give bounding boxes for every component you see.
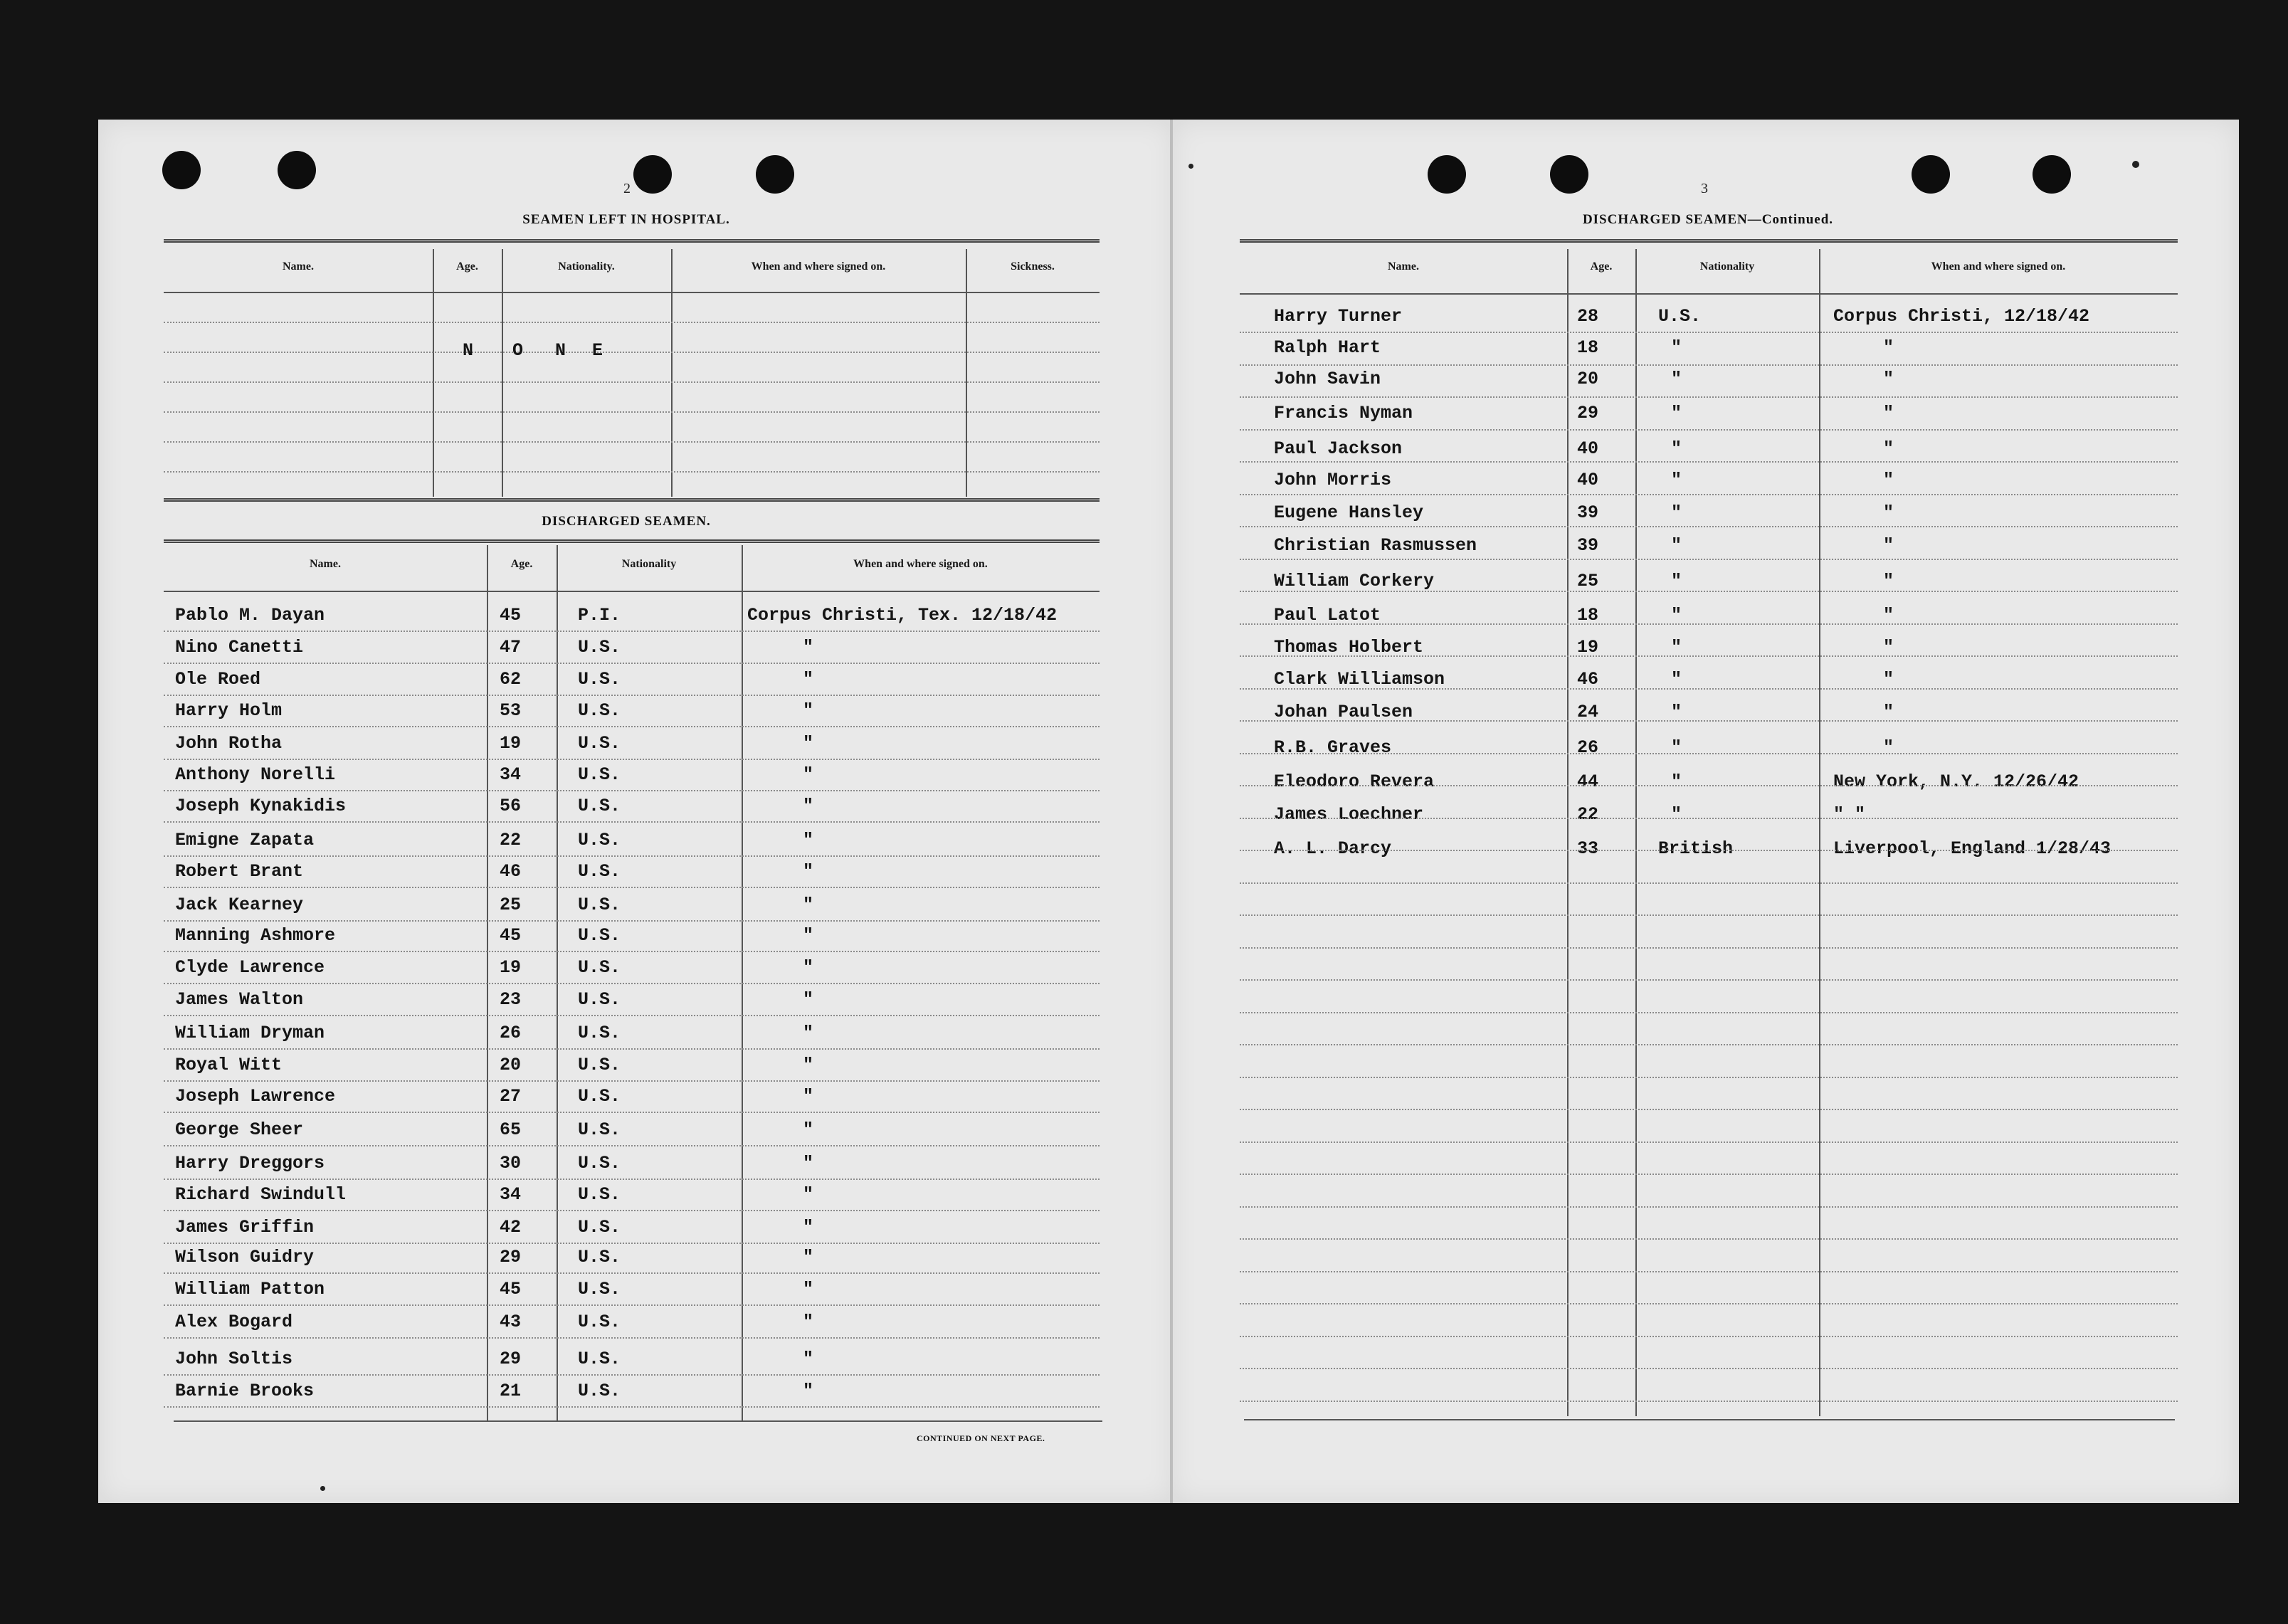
column-header: Name. [283, 260, 314, 273]
seaman-nationality: U.S. [578, 1217, 621, 1238]
signed-on: " [1883, 369, 1894, 389]
seaman-age: 25 [500, 895, 522, 915]
page-fold [1170, 120, 1173, 1503]
seaman-nationality: " [1671, 637, 1682, 658]
row-line [1240, 559, 2178, 560]
signed-on: " [803, 1023, 814, 1043]
seaman-nationality: U.S. [578, 895, 621, 915]
seaman-age: 33 [1577, 838, 1599, 859]
seaman-name: Clark Williamson [1274, 669, 1445, 690]
seaman-age: 44 [1577, 771, 1599, 792]
seaman-name: Emigne Zapata [175, 830, 315, 850]
signed-on: " [803, 957, 814, 978]
seaman-name: George Sheer [175, 1119, 304, 1140]
row-line [1240, 461, 2178, 463]
seaman-nationality: U.S. [578, 830, 621, 850]
row-line [164, 821, 1100, 823]
punch-hole [162, 151, 201, 189]
bottom-rule [174, 1420, 1102, 1422]
column-header: Age. [1590, 260, 1613, 273]
signed-on: " " [1833, 804, 1866, 825]
punch-hole [1912, 155, 1950, 194]
bottom-rule [1244, 1419, 2175, 1420]
row-line [1240, 655, 2178, 657]
seaman-name: Thomas Holbert [1274, 637, 1424, 658]
signed-on: " [1883, 605, 1894, 626]
seaman-name: Jack Kearney [175, 895, 304, 915]
row-line [164, 695, 1100, 696]
column-header: When and where signed on. [1931, 260, 2066, 273]
signed-on: " [803, 1086, 814, 1107]
row-line [164, 411, 1100, 413]
seaman-age: 19 [1577, 637, 1599, 658]
signed-on: " [1883, 737, 1894, 758]
seaman-name: Barnie Brooks [175, 1381, 315, 1401]
row-line [164, 983, 1100, 984]
punch-hole [633, 155, 672, 194]
seaman-nationality: British [1658, 838, 1734, 859]
column-header: Nationality. [558, 260, 615, 273]
signed-on: " [1883, 438, 1894, 459]
seaman-name: William Corkery [1274, 571, 1435, 591]
punch-hole [278, 151, 316, 189]
seaman-age: 43 [500, 1312, 522, 1332]
row-line [164, 352, 1100, 353]
seaman-age: 19 [500, 733, 522, 754]
seaman-nationality: U.S. [578, 669, 621, 690]
seaman-nationality: U.S. [578, 1086, 621, 1107]
row-line [164, 631, 1100, 632]
seaman-name: Christian Rasmussen [1274, 535, 1477, 556]
row-line [1240, 818, 2178, 819]
signed-on: " [1883, 571, 1894, 591]
paper-speck [2132, 161, 2139, 168]
header-rule [164, 292, 1100, 293]
column-divider [671, 249, 673, 497]
seaman-name: John Rotha [175, 733, 283, 754]
seaman-name: Eugene Hansley [1274, 502, 1424, 523]
signed-on: " [1883, 637, 1894, 658]
row-line [164, 1243, 1100, 1244]
row-line [164, 1406, 1100, 1408]
section-rule [164, 498, 1100, 502]
seaman-name: James Walton [175, 989, 304, 1010]
row-line [164, 1374, 1100, 1376]
row-line [164, 1048, 1100, 1050]
seaman-name: Richard Swindull [175, 1184, 347, 1205]
seaman-nationality: U.S. [578, 1023, 621, 1043]
row-line [1240, 1174, 2178, 1175]
seaman-age: 18 [1577, 337, 1599, 358]
row-line [164, 1179, 1100, 1180]
row-line [1240, 591, 2178, 592]
row-line [1240, 1141, 2178, 1143]
page-number: 3 [1701, 181, 1708, 196]
signed-on: " [803, 1279, 814, 1299]
row-line [1240, 1303, 2178, 1304]
column-divider [966, 249, 967, 497]
row-line [1240, 1206, 2178, 1208]
signed-on: " [803, 1119, 814, 1140]
seaman-name: Wilson Guidry [175, 1247, 315, 1267]
seaman-nationality: U.S. [578, 957, 621, 978]
row-line [164, 1272, 1100, 1274]
seaman-age: 46 [1577, 669, 1599, 690]
signed-on: " [803, 1247, 814, 1267]
seaman-nationality: U.S. [578, 1312, 621, 1332]
row-line [164, 1145, 1100, 1146]
seaman-name: William Dryman [175, 1023, 325, 1043]
seaman-name: Ralph Hart [1274, 337, 1381, 358]
seaman-name: Clyde Lawrence [175, 957, 325, 978]
row-line [1240, 1044, 2178, 1045]
seaman-age: 26 [500, 1023, 522, 1043]
seaman-age: 29 [500, 1349, 522, 1369]
continued-heading: DISCHARGED SEAMEN—Continued. [1582, 212, 1834, 227]
row-line [1240, 914, 2178, 916]
row-line [1240, 429, 2178, 431]
signed-on: " [1883, 470, 1894, 490]
seaman-nationality: U.S. [578, 637, 621, 658]
row-line [164, 951, 1100, 952]
seaman-age: 45 [500, 1279, 522, 1299]
seaman-name: Nino Canetti [175, 637, 304, 658]
seaman-age: 29 [500, 1247, 522, 1267]
seaman-age: 27 [500, 1086, 522, 1107]
signed-on: " [803, 1381, 814, 1401]
signed-on: " [803, 637, 814, 658]
signed-on: " [803, 1349, 814, 1369]
row-line [1240, 1238, 2178, 1240]
row-line [164, 663, 1100, 664]
seaman-name: Anthony Norelli [175, 764, 336, 785]
hospital-entry-letter: N [463, 340, 474, 361]
seaman-age: 62 [500, 669, 522, 690]
signed-on: " [1883, 535, 1894, 556]
row-line [164, 471, 1100, 473]
seaman-nationality: U.S. [578, 733, 621, 754]
row-line [1240, 364, 2178, 366]
page-number: 2 [623, 181, 631, 196]
seaman-nationality: U.S. [578, 1381, 621, 1401]
seaman-age: 39 [1577, 502, 1599, 523]
seaman-name: John Morris [1274, 470, 1392, 490]
seaman-age: 19 [500, 957, 522, 978]
signed-on: " [803, 796, 814, 816]
row-line [1240, 947, 2178, 949]
continued-footer: CONTINUED ON NEXT PAGE. [917, 1433, 1045, 1443]
row-line [1240, 396, 2178, 398]
seaman-nationality: U.S. [578, 1184, 621, 1205]
section-rule [164, 539, 1100, 543]
seaman-nationality: " [1671, 403, 1682, 423]
signed-on: " [803, 830, 814, 850]
seaman-age: 56 [500, 796, 522, 816]
seaman-age: 26 [1577, 737, 1599, 758]
seaman-name: Francis Nyman [1274, 403, 1413, 423]
column-divider [1635, 249, 1637, 1416]
header-rule [1240, 293, 2178, 295]
seaman-age: 45 [500, 605, 522, 626]
row-line [1240, 753, 2178, 754]
signed-on: " [803, 764, 814, 785]
seaman-name: William Patton [175, 1279, 325, 1299]
seaman-nationality: " [1671, 337, 1682, 358]
row-line [164, 1015, 1100, 1016]
seaman-name: Joseph Kynakidis [175, 796, 347, 816]
seaman-nationality: " [1671, 771, 1682, 792]
hospital-entry-letter: O [512, 340, 524, 361]
signed-on: " [803, 700, 814, 721]
seaman-name: Paul Jackson [1274, 438, 1403, 459]
seaman-nationality: U.S. [578, 700, 621, 721]
seaman-name: Eleodoro Revera [1274, 771, 1435, 792]
punch-hole [1428, 155, 1466, 194]
seaman-age: 34 [500, 764, 522, 785]
seaman-age: 21 [500, 1381, 522, 1401]
signed-on: " [1883, 337, 1894, 358]
punch-hole [2033, 155, 2071, 194]
signed-on: New York, N.Y. 12/26/42 [1833, 771, 2079, 792]
seaman-nationality: U.S. [578, 764, 621, 785]
seaman-age: 46 [500, 861, 522, 882]
punch-hole [756, 155, 794, 194]
row-line [1240, 1271, 2178, 1272]
seaman-age: 18 [1577, 605, 1599, 626]
seaman-nationality: U.S. [578, 1119, 621, 1140]
seaman-age: 53 [500, 700, 522, 721]
paper-speck [320, 1486, 325, 1491]
column-divider [433, 249, 434, 497]
seaman-name: Royal Witt [175, 1055, 283, 1075]
signed-on: " [803, 1153, 814, 1174]
seaman-name: Pablo M. Dayan [175, 605, 325, 626]
seaman-age: 40 [1577, 438, 1599, 459]
seaman-name: Paul Latot [1274, 605, 1381, 626]
seaman-name: R.B. Graves [1274, 737, 1392, 758]
seaman-age: 40 [1577, 470, 1599, 490]
seaman-nationality: U.S. [578, 1153, 621, 1174]
seaman-nationality: U.S. [578, 1055, 621, 1075]
hospital-entry-letter: E [592, 340, 603, 361]
column-header: Nationality [621, 558, 677, 570]
seaman-age: 25 [1577, 571, 1599, 591]
column-divider [1819, 249, 1820, 1416]
seaman-name: Robert Brant [175, 861, 304, 882]
seaman-name: John Soltis [175, 1349, 293, 1369]
row-line [1240, 979, 2178, 981]
seaman-name: Harry Dreggors [175, 1153, 325, 1174]
column-header: Name. [310, 558, 341, 570]
column-header: When and where signed on. [853, 558, 988, 570]
signed-on: " [803, 861, 814, 882]
seaman-age: 28 [1577, 306, 1599, 327]
row-line [164, 381, 1100, 383]
seaman-age: 23 [500, 989, 522, 1010]
row-line [164, 441, 1100, 443]
row-line [1240, 1012, 2178, 1013]
row-line [1240, 623, 2178, 625]
seaman-nationality: U.S. [578, 796, 621, 816]
signed-on: " [803, 733, 814, 754]
row-line [1240, 720, 2178, 722]
seaman-nationality: U.S. [578, 989, 621, 1010]
column-header: Name. [1388, 260, 1419, 273]
hospital-heading: SEAMEN LEFT IN HOSPITAL. [522, 212, 730, 227]
seaman-age: 20 [500, 1055, 522, 1075]
seaman-nationality: " [1671, 702, 1682, 722]
seaman-name: Harry Holm [175, 700, 283, 721]
seaman-name: John Savin [1274, 369, 1381, 389]
signed-on: " [1883, 403, 1894, 423]
seaman-age: 29 [1577, 403, 1599, 423]
seaman-nationality: P.I. [578, 605, 621, 626]
seaman-nationality: " [1671, 369, 1682, 389]
seaman-nationality: U.S. [1658, 306, 1702, 327]
row-line [164, 790, 1100, 791]
row-line [1240, 526, 2178, 527]
seaman-nationality: U.S. [578, 861, 621, 882]
row-line [164, 1112, 1100, 1113]
seaman-age: 42 [500, 1217, 522, 1238]
signed-on: " [803, 1184, 814, 1205]
signed-on: Liverpool, England 1/28/43 [1833, 838, 2112, 859]
seaman-name: Harry Turner [1274, 306, 1403, 327]
row-line [1240, 494, 2178, 495]
signed-on: " [803, 1217, 814, 1238]
seaman-name: Alex Bogard [175, 1312, 293, 1332]
signed-on: Corpus Christi, Tex. 12/18/42 [747, 605, 1058, 626]
row-line [1240, 785, 2178, 786]
header-rule [164, 591, 1100, 592]
discharged-heading: DISCHARGED SEAMEN. [542, 514, 711, 529]
seaman-age: 20 [1577, 369, 1599, 389]
heading-rule [1240, 239, 2178, 243]
column-header: Sickness. [1011, 260, 1055, 273]
row-line [164, 1304, 1100, 1306]
seaman-name: James Loechner [1274, 804, 1424, 825]
seaman-age: 45 [500, 925, 522, 946]
seaman-name: A. L. Darcy [1274, 838, 1392, 859]
seaman-age: 22 [1577, 804, 1599, 825]
seaman-age: 24 [1577, 702, 1599, 722]
hospital-entry-letter: N [555, 340, 566, 361]
seaman-nationality: U.S. [578, 925, 621, 946]
row-line [1240, 332, 2178, 333]
row-line [164, 855, 1100, 857]
column-divider [502, 249, 503, 497]
seaman-name: Joseph Lawrence [175, 1086, 336, 1107]
seaman-name: James Griffin [175, 1217, 315, 1238]
seaman-age: 47 [500, 637, 522, 658]
seaman-age: 65 [500, 1119, 522, 1140]
seaman-nationality: " [1671, 438, 1682, 459]
row-line [1240, 688, 2178, 690]
seaman-nationality: " [1671, 470, 1682, 490]
row-line [1240, 850, 2178, 851]
seaman-nationality: U.S. [578, 1279, 621, 1299]
signed-on: " [803, 1055, 814, 1075]
seaman-nationality: " [1671, 669, 1682, 690]
seaman-age: 34 [500, 1184, 522, 1205]
seaman-nationality: " [1671, 605, 1682, 626]
signed-on: " [1883, 669, 1894, 690]
seaman-age: 22 [500, 830, 522, 850]
row-line [164, 726, 1100, 727]
seaman-age: 39 [1577, 535, 1599, 556]
seaman-nationality: " [1671, 571, 1682, 591]
column-header: Age. [456, 260, 478, 273]
row-line [164, 920, 1100, 922]
signed-on: " [803, 989, 814, 1010]
row-line [1240, 1401, 2178, 1402]
column-header: Nationality [1699, 260, 1755, 273]
signed-on: " [803, 1312, 814, 1332]
heading-rule [164, 239, 1100, 243]
column-divider [1567, 249, 1569, 1416]
signed-on: " [803, 925, 814, 946]
row-line [1240, 882, 2178, 884]
row-line [164, 887, 1100, 888]
row-line [164, 759, 1100, 760]
seaman-nationality: U.S. [578, 1247, 621, 1267]
seaman-age: 30 [500, 1153, 522, 1174]
punch-hole [1550, 155, 1588, 194]
seaman-nationality: " [1671, 737, 1682, 758]
row-line [164, 1080, 1100, 1082]
seaman-nationality: " [1671, 535, 1682, 556]
signed-on: " [803, 669, 814, 690]
row-line [1240, 1336, 2178, 1337]
row-line [1240, 1077, 2178, 1078]
signed-on: " [803, 895, 814, 915]
row-line [164, 322, 1100, 323]
row-line [1240, 1109, 2178, 1110]
row-line [164, 1337, 1100, 1339]
row-line [164, 1210, 1100, 1211]
seaman-nationality: " [1671, 502, 1682, 523]
column-header: When and where signed on. [751, 260, 886, 273]
signed-on: " [1883, 702, 1894, 722]
seaman-nationality: " [1671, 804, 1682, 825]
seaman-name: Manning Ashmore [175, 925, 336, 946]
signed-on: " [1883, 502, 1894, 523]
seaman-name: Ole Roed [175, 669, 261, 690]
paper-speck [1188, 164, 1193, 169]
seaman-name: Johan Paulsen [1274, 702, 1413, 722]
column-header: Age. [510, 558, 533, 570]
seaman-nationality: U.S. [578, 1349, 621, 1369]
signed-on: Corpus Christi, 12/18/42 [1833, 306, 2090, 327]
row-line [1240, 1368, 2178, 1369]
